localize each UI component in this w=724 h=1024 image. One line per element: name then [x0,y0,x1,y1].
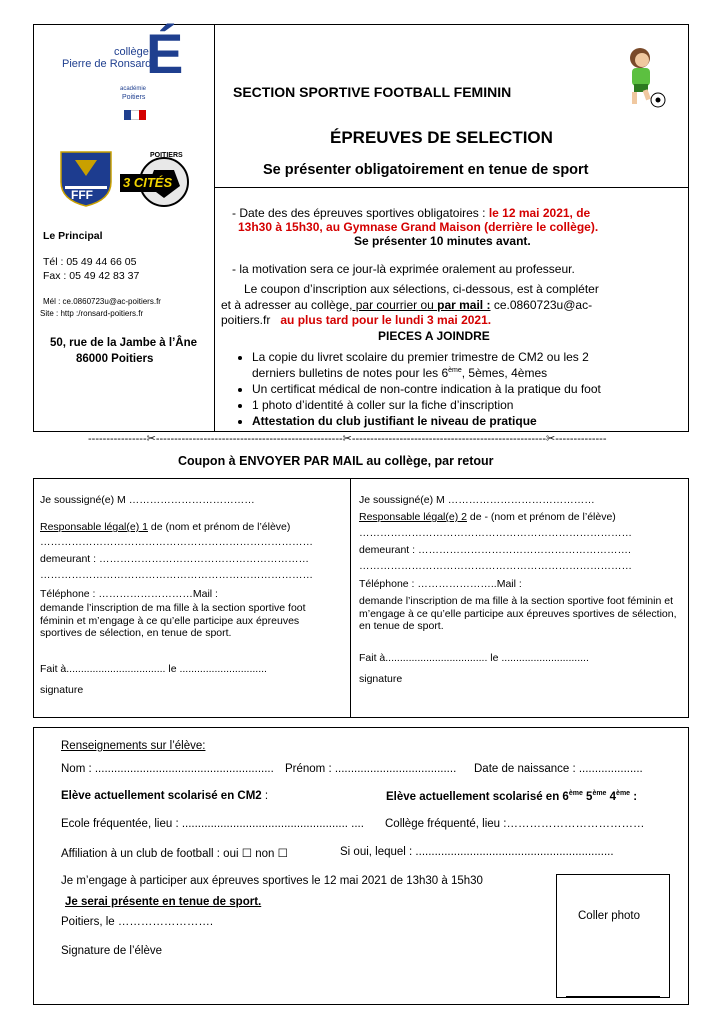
fff-logo [57,146,115,208]
info-coupon-line-2 [221,298,592,312]
info-date-intro: - Date des des épreuves sportives obligatoires : [232,206,486,220]
info-arrive-early: Se présenter 10 minutes avant. [354,234,531,248]
resp1-demande: demande l’inscription de ma fille à la section sportive foot féminin et m’engage à ce qu’elle participe aux épreuves sportives de sélection, en tenue de sport. [40,602,306,639]
info-pieces-heading: PIECES A JOINDRE [378,329,490,343]
logo-college-word: collège [114,46,149,58]
header-title-epreuves: ÉPREUVES DE SELECTION [330,128,553,147]
info-coupon-2a: et à adresser au collège, [221,298,353,312]
resp1-responsable: Responsable légal(e) 1 de (nom et prénom de l’élève) [40,521,291,533]
header-horizontal-divider [214,187,689,188]
info-coupon-2d: ce.0860723u@ac- [490,298,593,312]
fax-number: Fax : 05 49 42 83 37 [43,270,140,282]
student-signature: Signature de l’élève [61,945,163,957]
resp1-address-dots[interactable]: …………………………………………………………………… [40,569,313,581]
resp2-fait-a[interactable]: Fait à................................... le .............................. [359,652,589,664]
info-coupon-2b: par courrier ou [352,298,438,312]
header-title-section: SECTION SPORTIVE FOOTBALL FEMININ [233,84,512,100]
phone-number: Tél : 05 49 44 66 05 [43,256,137,268]
resp2-responsable: Responsable légal(e) 2 de - (nom et prénom de l’élève) [359,511,616,523]
info-coupon-line-3 [221,313,491,327]
student-college[interactable]: Collège fréquenté, lieu :……………………………… [385,818,645,830]
resp1-je-soussigne[interactable]: Je soussigné(e) M ……………………………… [40,494,255,506]
address-line-1: 50, rue de la Jambe à l’Âne [50,337,198,349]
pieces-item-photo: • 1 photo d’identité à coller sur la fiche d’inscription [252,398,682,412]
resp1-demeurant[interactable]: demeurant : …………………………………………………… [40,553,309,565]
website-address: Site : http :/ronsard-poitiers.fr [40,309,144,318]
header-vertical-divider [214,24,215,432]
photo-label: Coller photo [578,910,641,922]
pieces-item-certificat: • Un certificat médical de non-contre indication à la pratique du foot [252,382,682,396]
resp2-telephone[interactable]: Téléphone : …………………..Mail : [359,578,522,590]
republic-flag-icon [124,110,146,120]
principal-label: Le Principal [43,230,103,242]
info-coupon-2c: par mail : [437,298,491,312]
student-prenom[interactable]: Prénom : ...................................... [285,763,457,775]
resp1-signature: signature [40,684,84,696]
logo-city: Poitiers [122,94,146,101]
student-club-affiliation[interactable]: Affiliation à un club de football : oui ☐ non ☐ [61,848,288,860]
student-nom[interactable]: Nom : ........................................................ [61,763,274,775]
poitiers-3-cites-logo [120,150,194,208]
logo-e-letter: É [146,22,184,85]
student-info-heading: Renseignements sur l’élève: [61,740,206,752]
address-line-2: 86000 Poitiers [76,353,154,365]
info-coupon-3a: poitiers.fr [221,313,271,327]
resp1-telephone[interactable]: Téléphone : ………………………Mail : [40,588,218,600]
pieces-item-attestation: • Attestation du club justifiant le niveau de pratique [252,414,682,428]
info-motivation: - la motivation sera ce jour-là exprimée oralement au professeur. [232,262,575,276]
student-present-tenue: Je serai présente en tenue de sport. [65,896,262,908]
student-cm2-label: Elève actuellement scolarisé en CM2 : [61,790,269,802]
resp2-je-soussigne[interactable]: Je soussigné(e) M …………………………………… [359,494,595,506]
college-logo [58,24,192,132]
student-engagement: Je m’engage à participer aux épreuves sportives le 12 mai 2021 de 13h30 à 15h30 [61,875,483,887]
resp1-fait-a[interactable]: Fait à.................................. le .............................. [40,663,267,675]
header-title-tenue: Se présenter obligatoirement en tenue de sport [263,162,589,178]
cites-logo-text: 3 CITÉS [123,175,173,190]
logo-college-name: Pierre de Ronsard [62,58,152,70]
resp2-name-dots[interactable]: …………………………………………………………………… [359,527,632,539]
coupon-title: Coupon à ENVOYER PAR MAIL au collège, par retour [178,454,494,468]
info-coupon-3b: au plus tard pour le lundi 3 mai 2021. [280,313,492,327]
photo-box[interactable] [556,874,670,998]
resp2-address-dots[interactable]: …………………………………………………………………… [359,560,632,572]
photo-signature-line [566,996,660,997]
resp2-signature: signature [359,673,403,685]
coupon-divider [350,478,351,718]
football-player-icon [618,46,668,110]
info-date-line-1 [232,206,590,220]
resp1-name-dots[interactable]: …………………………………………………………………… [40,536,313,548]
student-secondary-label: Elève actuellement scolarisé en 6ème 5ème 4ème : [386,790,638,803]
email-address: Mél : ce.0860723u@ac-poitiers.fr [43,297,161,306]
info-date-red-1: le 12 mai 2021, de [488,206,591,220]
cut-line: ----------------✂---------------------------------------------------✂-----------------------------------------------------✂-------------- [88,433,607,445]
resp2-demeurant[interactable]: demeurant : ……………………………………………………. [359,544,631,556]
student-club-name[interactable]: Si oui, lequel : .............................................................. [340,846,614,858]
fff-logo-text: FFF [71,188,93,202]
info-coupon-line-1: Le coupon d’inscription aux sélections, ci-dessous, est à compléter [244,282,599,296]
student-poitiers-date[interactable]: Poitiers, le ……………………. [61,916,214,928]
resp2-demande: demande l’inscription de ma fille à la section sportive foot féminin et m’engage à ce qu’elle participe aux épreuves sportives de sélection, en tenue de sport. [359,595,677,632]
student-birth-date[interactable]: Date de naissance : .................... [474,763,643,775]
info-date-red-2: 13h30 à 15h30, au Gymnase Grand Maison (derrière le collège). [238,220,599,234]
poitiers-logo-text: POITIERS [150,152,183,159]
logo-academie: académie [120,86,147,92]
pieces-item-livret: • La copie du livret scolaire du premier trimestre de CM2 ou les 2 derniers bulletins de notes pour les 6ème, 5èmes, 4èmes [252,350,682,380]
pieces-list [232,350,682,428]
student-ecole[interactable]: Ecole fréquentée, lieu : .................................................... .... [61,818,364,830]
